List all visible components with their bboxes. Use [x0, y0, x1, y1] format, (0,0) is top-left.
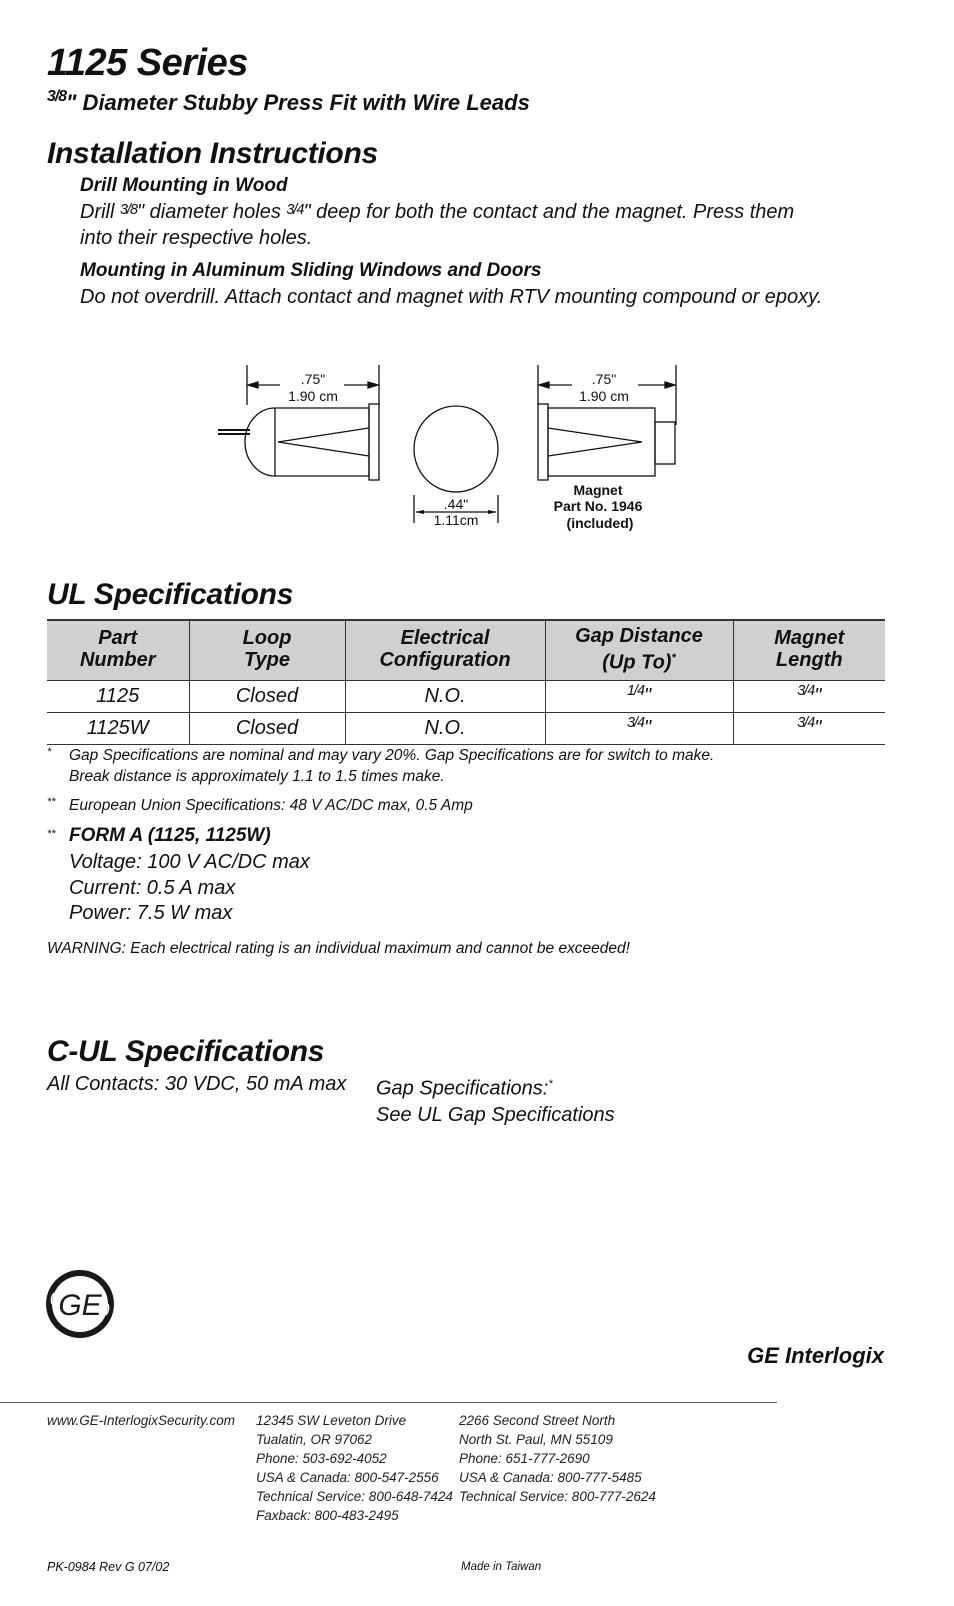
inch-mark: " — [814, 684, 822, 707]
rating-current: Current: 0.5 A max — [69, 876, 236, 899]
address-line: USA & Canada: 800-547-2556 — [256, 1470, 439, 1485]
fraction: 1/4 — [626, 682, 644, 699]
inch-mark: " — [643, 684, 652, 707]
cul-contacts: All Contacts: 30 VDC, 50 mA max — [47, 1073, 347, 1095]
address-line: 12345 SW Leveton Drive — [256, 1413, 407, 1428]
contact-dim-cm: 1.90 cm — [288, 388, 338, 404]
header-line: Configuration — [379, 649, 511, 672]
cul-gap — [376, 1071, 615, 1128]
footnote-mark: * — [671, 652, 676, 664]
fraction: 3/4 — [797, 682, 815, 699]
address-line: USA & Canada: 800-777-5485 — [459, 1470, 642, 1485]
rating-power: Power: 7.5 W max — [69, 902, 233, 924]
address-line: Phone: 503-692-4052 — [256, 1451, 387, 1466]
header-magnet-length — [733, 620, 885, 680]
cell-part: 1125 — [47, 680, 189, 712]
address-line: Technical Service: 800-648-7424 — [256, 1489, 453, 1504]
ul-heading: UL Specifications — [47, 578, 294, 611]
website-link[interactable]: www.GE-InterlogixSecurity.com — [47, 1413, 236, 1428]
aluminum-heading: Mounting in Aluminum Sliding Windows and Doors — [80, 260, 542, 281]
brand-name: GE Interlogix — [747, 1343, 884, 1368]
ge-logo — [44, 1268, 116, 1340]
footnote-mark: * — [548, 1078, 553, 1090]
header-electrical-config — [345, 620, 545, 680]
rating-voltage: Voltage: 100 V AC/DC max — [69, 851, 310, 873]
magnet-included: (included) — [566, 515, 634, 531]
form-a-ratings — [69, 850, 310, 927]
arrow-head — [415, 510, 424, 514]
arrow-head — [368, 382, 378, 388]
header-line: Part — [98, 627, 138, 650]
text-run: " diameter holes — [137, 201, 287, 223]
aluminum-instructions: Do not overdrill. Attach contact and magnet with RTV mounting compound or epoxy. — [80, 286, 823, 308]
arrow-head — [665, 382, 675, 388]
header-line: Electrical — [400, 627, 490, 650]
contact-flange — [369, 404, 379, 480]
address-line: Tualatin, OR 97062 — [256, 1432, 373, 1447]
cell-config: N.O. — [345, 712, 545, 744]
arrow-head — [248, 382, 258, 388]
cell-config: N.O. — [345, 680, 545, 712]
fraction: 3/4 — [286, 202, 304, 219]
form-a-heading: FORM A (1125, 1125W) — [69, 825, 271, 846]
contact-body — [245, 408, 369, 476]
arrow-head — [488, 510, 497, 514]
wood-instructions — [80, 199, 794, 251]
text-run: into their respective holes. — [80, 227, 313, 249]
header-line: Gap Distance — [575, 625, 703, 647]
magnet-taper — [548, 428, 642, 456]
footnote-line: Gap Specifications are nominal and may vary 20%. Gap Specifications are for switch to make. — [69, 747, 715, 764]
reed-switch — [278, 428, 369, 456]
magnet-part-no: Part No. 1946 — [553, 498, 643, 514]
contact-dim-in: .75" — [300, 371, 326, 387]
header-line: Length — [775, 649, 843, 672]
fraction: 3/8 — [120, 202, 138, 219]
address-st-paul — [459, 1411, 656, 1506]
footnote-mark: ** — [47, 796, 56, 808]
end-dim-in: .44" — [443, 496, 469, 512]
footer-divider — [0, 1402, 777, 1403]
ul-spec-table — [47, 619, 885, 745]
inch-mark: " — [643, 716, 652, 739]
address-line: Technical Service: 800-777-2624 — [459, 1489, 656, 1504]
wood-heading: Drill Mounting in Wood — [80, 175, 288, 196]
cell-gap — [545, 680, 733, 712]
footnote-gap — [69, 745, 714, 787]
cell-magnet — [733, 712, 885, 744]
address-line: 2266 Second Street North — [459, 1413, 616, 1428]
end-view-circle — [414, 406, 498, 492]
magnet-dim-cm: 1.90 cm — [579, 388, 629, 404]
header-gap-distance — [545, 620, 733, 680]
cul-gap-label: Gap Specifications: — [376, 1077, 549, 1100]
address-line: North St. Paul, MN 55109 — [459, 1432, 613, 1447]
header-line: Type — [244, 649, 290, 672]
dimension-diagram — [200, 355, 700, 545]
cell-loop: Closed — [189, 712, 345, 744]
magnet-dim-in: .75" — [591, 371, 617, 387]
text-run: Drill — [80, 201, 120, 223]
page-title: 1125 Series — [47, 42, 248, 84]
inch-mark: " — [814, 716, 822, 739]
cell-magnet — [733, 680, 885, 712]
footnote-line: Break distance is approximately 1.1 to 1.5 times make. — [69, 768, 445, 785]
address-line: Faxback: 800-483-2495 — [256, 1508, 399, 1523]
fraction: 3/4 — [626, 714, 644, 731]
header-line: (Up To) — [602, 651, 672, 674]
cul-gap-see: See UL Gap Specifications — [376, 1103, 615, 1126]
magnet-cap — [655, 422, 675, 464]
cell-gap — [545, 712, 733, 744]
document-code: PK-0984 Rev G 07/02 — [47, 1560, 170, 1574]
footnote-eu: European Union Specifications: 48 V AC/DC max, 0.5 Amp — [69, 797, 473, 814]
address-line: Phone: 651-777-2690 — [459, 1451, 590, 1466]
footnote-mark: ** — [47, 828, 56, 840]
cell-loop: Closed — [189, 680, 345, 712]
header-loop-type — [189, 620, 345, 680]
installation-heading: Installation Instructions — [47, 137, 378, 170]
made-in: Made in Taiwan — [461, 1561, 542, 1573]
end-dim-cm: 1.11cm — [433, 512, 479, 528]
header-part-number — [47, 620, 189, 680]
table-row — [47, 712, 885, 744]
header-line: Magnet — [774, 627, 845, 650]
arrow-head — [539, 382, 549, 388]
cell-part: 1125W — [47, 712, 189, 744]
text-run: " deep for both the contact and the magnet. Press them — [303, 201, 795, 223]
cul-heading: C-UL Specifications — [47, 1035, 325, 1068]
page-subtitle — [47, 90, 530, 116]
header-line: Loop — [242, 627, 292, 650]
table-header-row — [47, 620, 885, 680]
footnote-mark: * — [47, 746, 52, 758]
header-line: Number — [79, 649, 156, 672]
fraction: 3/8 — [47, 88, 67, 106]
subtitle-text: " Diameter Stubby Press Fit with Wire Leads — [66, 90, 530, 115]
address-tualatin — [256, 1411, 453, 1525]
warning-text: WARNING: Each electrical rating is an individual maximum and cannot be exceeded! — [47, 940, 630, 957]
ge-logo-text: GE — [58, 1289, 102, 1322]
magnet-label: Magnet — [573, 482, 623, 498]
magnet-flange — [538, 404, 548, 480]
fraction: 3/4 — [797, 714, 815, 731]
table-row — [47, 680, 885, 712]
